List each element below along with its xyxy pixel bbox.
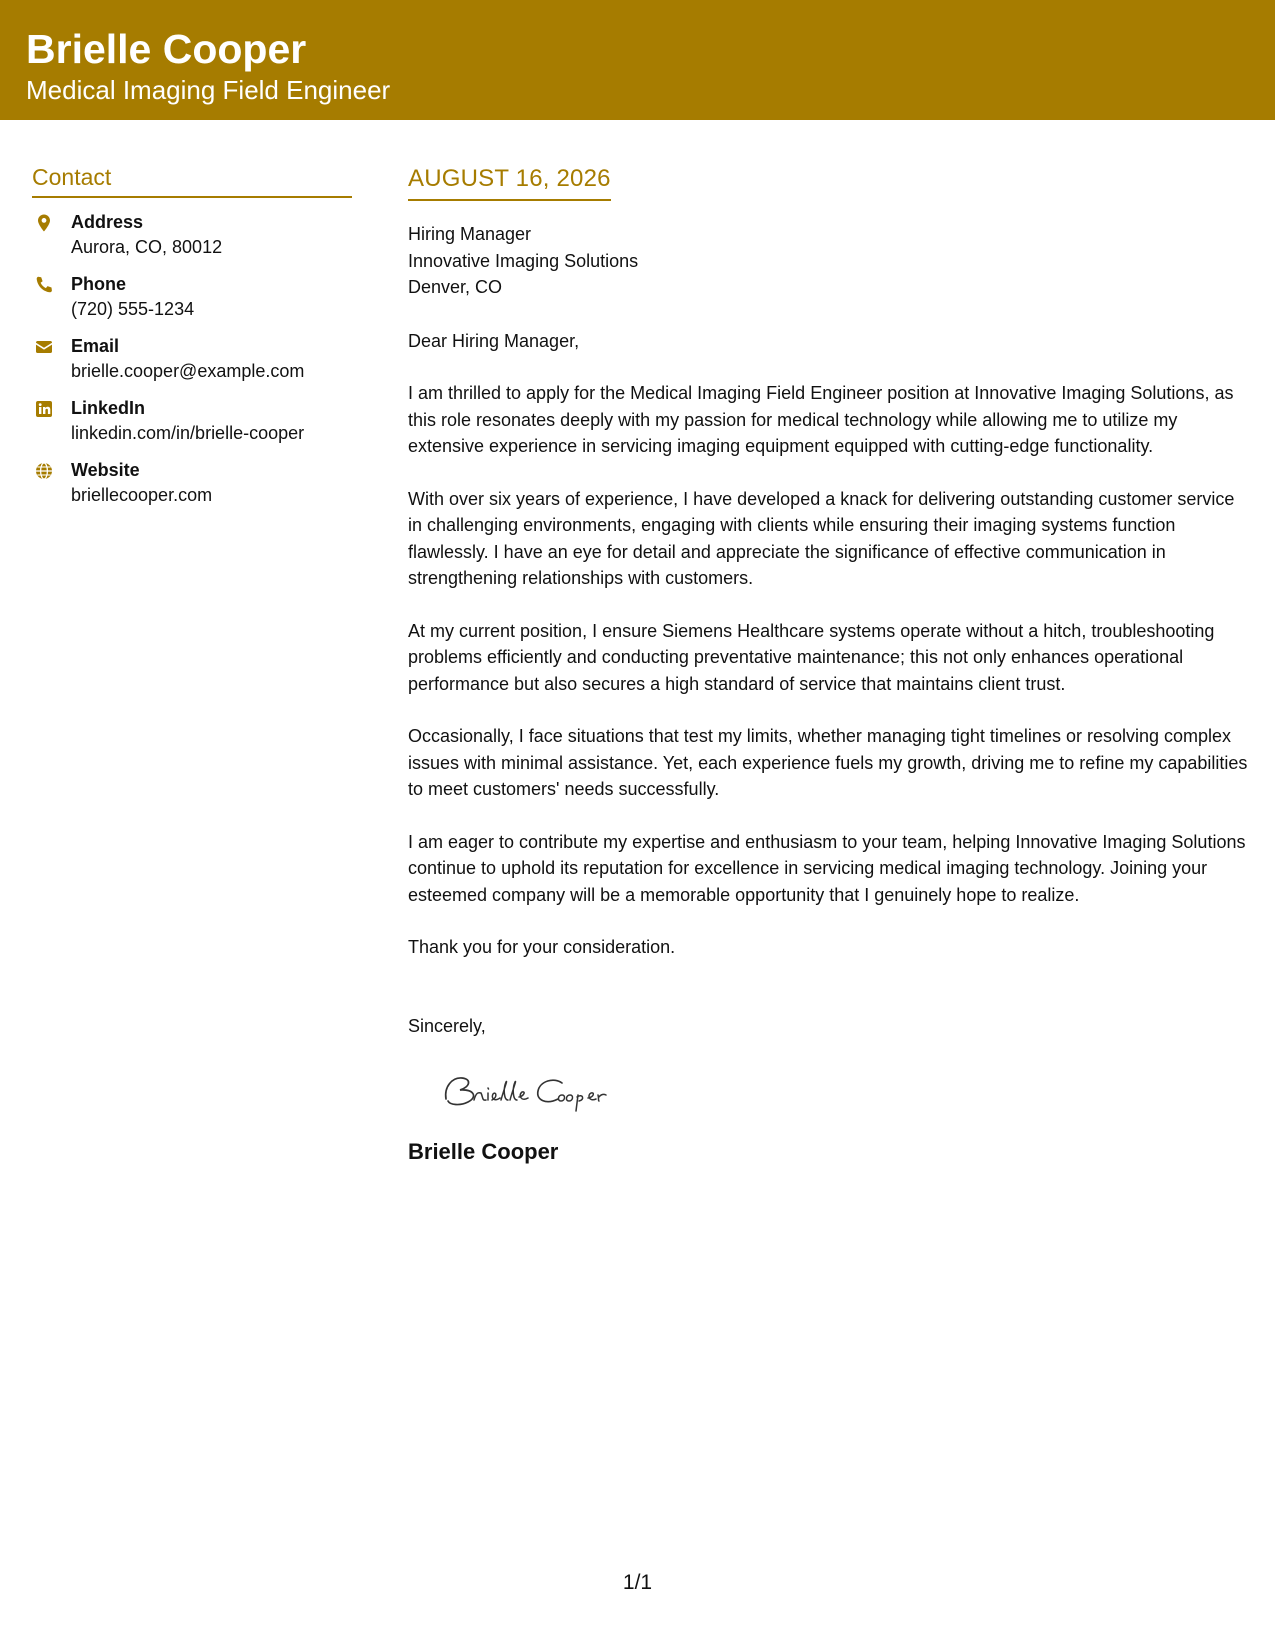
globe-icon [34,461,54,481]
body-paragraph: I am thrilled to apply for the Medical Imaging Field Engineer position at Innovative Imaging Solutions, as this role resonates deeply with my passion for medical technology while allowing me to utilize my extensive experience in servicing imaging equipment equipped with cutting-edge functionality. [408,383,1234,456]
linkedin-label: LinkedIn [71,398,146,418]
applicant-name: Brielle Cooper [26,26,307,72]
email-value[interactable]: brielle.cooper@example.com [71,361,305,381]
phone-value[interactable]: (720) 555-1234 [71,299,195,319]
linkedin-icon [34,399,54,419]
map-pin-icon [34,213,54,233]
closing: Sincerely, [408,1015,486,1036]
body-paragraph: At my current position, I ensure Siemens Healthcare systems operate without a hitch, troubleshooting problems efficiently and conducting preventative maintenance; this not only enhances operational performance but also secures a high standard of service that maintains client trust. [408,620,1215,694]
recipient-location: Denver, CO [408,277,503,297]
recipient-line: Hiring Manager [408,224,532,244]
letter-body [408,162,1253,1167]
recipient-block [408,221,1253,301]
linkedin-value[interactable]: linkedin.com/in/brielle-cooper [71,423,305,443]
body-paragraph: With over six years of experience, I have developed a knack for delivering outstanding customer service in challenging environments, engaging with clients while ensuring their imaging systems function flawlessly. I have an eye for detail and appreciate the significance of effective communication in strengthening relationships with customers. [408,488,1235,588]
salutation: Dear Hiring Manager, [408,330,580,351]
website-label: Website [71,460,140,480]
letter-date: AUGUST 16, 2026 [408,162,611,201]
contact-item-linkedin [32,396,352,446]
address-value: Aurora, CO, 80012 [71,237,223,257]
contact-sidebar [32,160,352,520]
thank-you-line: Thank you for your consideration. [408,937,676,957]
contact-item-email [32,334,352,384]
body-paragraph: Occasionally, I face situations that test my limits, whether managing tight timelines or resolving complex issues with minimal assistance. Yet, each experience fuels my growth, driving me to refine my capabilities to meet customers' needs successfully. [408,726,1248,799]
address-label: Address [71,212,144,232]
body-paragraph: I am eager to contribute my expertise and enthusiasm to your team, helping Innovative Imaging Solutions continue to uphold its reputation for excellence in servicing medical imaging technology. Joining your esteemed company will be a memorable opportunity that I genuinely hope to realize. [408,831,1246,905]
envelope-icon [34,337,54,357]
job-title: Medical Imaging Field Engineer [26,75,391,105]
phone-icon [34,275,54,295]
handwritten-signature [434,1067,644,1115]
header-banner [0,0,1275,120]
contact-item-address [32,210,352,260]
contact-heading: Contact [32,160,352,198]
email-label: Email [71,336,120,356]
signer-name: Brielle Cooper [408,1139,559,1164]
contact-item-phone [32,272,352,322]
website-value[interactable]: briellecooper.com [71,485,213,505]
page-number: 1/1 [622,1571,653,1594]
contact-item-website [32,458,352,508]
phone-label: Phone [71,274,127,294]
recipient-company: Innovative Imaging Solutions [408,250,639,271]
